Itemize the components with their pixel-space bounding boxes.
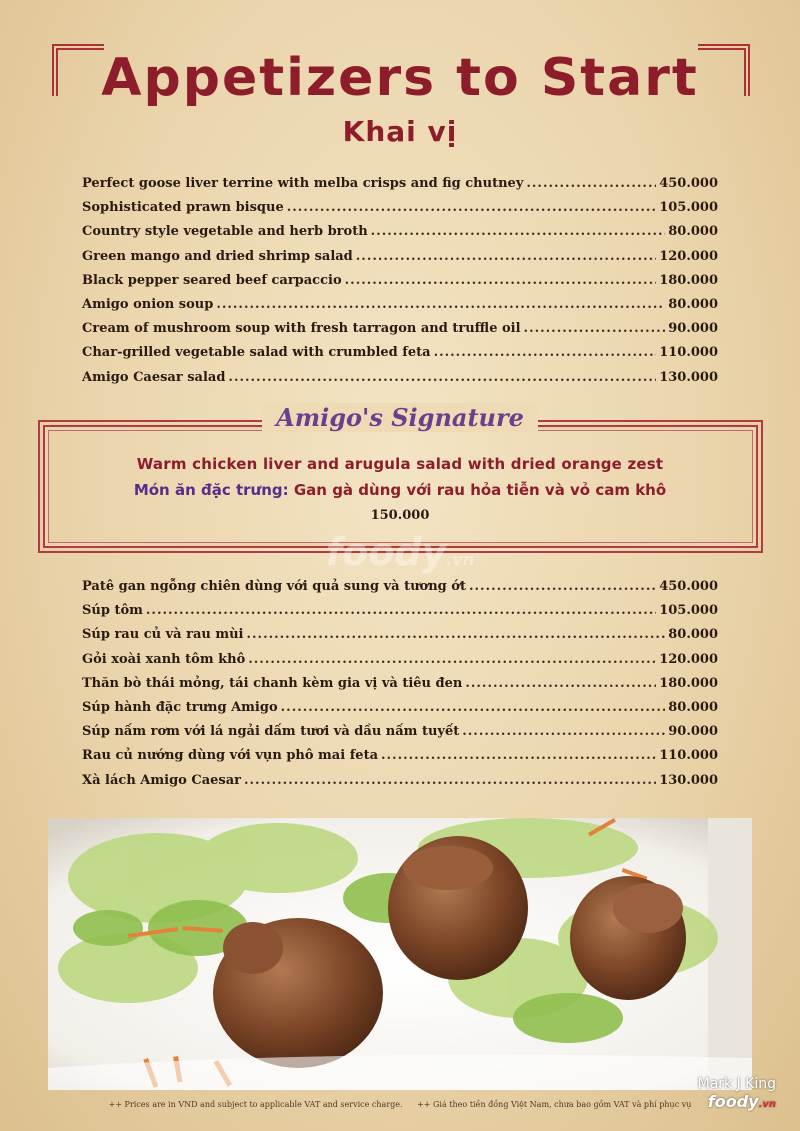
leader-dots: [244, 773, 656, 788]
menu-item-name: Súp nấm rơm với lá ngải dấm tươi và dầu nấm tuyết: [82, 724, 460, 740]
leader-dots: [228, 370, 656, 385]
menu-item-price: 110.000: [659, 345, 718, 361]
menu-item: [82, 249, 718, 273]
menu-item-price: 80.000: [668, 296, 718, 312]
watermark-brand: foody: [325, 530, 447, 574]
signature-dish-label: Món ăn đặc trưng:: [133, 481, 289, 499]
watermark-logo-suffix: .vn: [758, 1099, 776, 1110]
menu-item-name: Green mango and dried shrimp salad: [82, 248, 353, 264]
menu-item-price: 90.000: [668, 724, 718, 740]
leader-dots: [465, 676, 656, 691]
menu-item: [82, 652, 718, 676]
menu-item-name: Amigo Caesar salad: [82, 369, 226, 385]
leader-dots: [146, 603, 656, 618]
signature-title-text: Amigo's Signature: [262, 403, 538, 432]
footnote-english: ++ Prices are in VND and subject to applicable VAT and service charge.: [108, 1100, 403, 1109]
signature-title: [0, 403, 800, 432]
menu-item-price: 450.000: [659, 579, 718, 594]
menu-item-name: Xà lách Amigo Caesar: [82, 772, 241, 788]
menu-item: [82, 748, 718, 772]
menu-item-price: 180.000: [659, 675, 718, 691]
foody-logo-icon: [698, 1092, 776, 1111]
menu-item-name: Country style vegetable and herb broth: [82, 224, 368, 240]
leader-dots: [247, 627, 666, 642]
menu-item-name: Rau củ nướng dùng với vụn phô mai feta: [82, 748, 378, 764]
leader-dots: [356, 249, 656, 264]
menu-item: [82, 603, 718, 627]
signature-dish-english: Warm chicken liver and arugula salad with dried orange zest: [136, 455, 664, 473]
menu-item: [82, 321, 718, 345]
menu-item-price: 130.000: [659, 772, 718, 788]
leader-dots: [287, 200, 656, 215]
menu-item: [82, 297, 718, 321]
page-subtitle: Khai vị: [342, 115, 458, 148]
leader-dots: [462, 724, 665, 739]
food-photo-illustration: [48, 818, 752, 1090]
menu-item-name: Sophisticated prawn bisque: [82, 200, 284, 216]
menu-item: [82, 579, 718, 603]
menu-item-price: 120.000: [659, 248, 718, 264]
leader-dots: [469, 579, 656, 594]
menu-list-english: [82, 176, 718, 394]
watermark-username: Mark J King: [697, 1076, 776, 1092]
menu-item-price: 80.000: [668, 699, 718, 715]
price-footnote: [0, 1100, 800, 1109]
leader-dots: [526, 176, 656, 191]
menu-item: [82, 370, 718, 394]
watermark-brand-suffix: .vn: [446, 550, 475, 569]
menu-item: [82, 224, 718, 248]
signature-dish-vietnamese: [0, 481, 800, 499]
menu-item-name: Súp rau củ và rau mùi: [82, 627, 244, 643]
page-title: Appetizers to Start: [101, 48, 699, 108]
menu-item-name: Black pepper seared beef carpaccio: [82, 272, 342, 288]
menu-item-name: Gỏi xoài xanh tôm khô: [82, 651, 246, 667]
menu-item-price: 180.000: [659, 272, 718, 288]
leader-dots: [248, 652, 656, 667]
signature-dish-vi-name: Gan gà dùng với rau hỏa tiễn và vỏ cam khô: [293, 481, 667, 499]
menu-item-price: 80.000: [668, 224, 718, 240]
menu-item: [82, 676, 718, 700]
menu-item-price: 80.000: [668, 627, 718, 643]
footnote-vietnamese: ++ Giá theo tiền đồng Việt Nam, chưa bao gồm VAT và phí phục vụ: [417, 1100, 692, 1109]
menu-item: [82, 273, 718, 297]
menu-item-price: 120.000: [659, 651, 718, 667]
menu-item-name: Amigo onion soup: [82, 296, 214, 312]
menu-item-name: Patê gan ngỗng chiên dùng với quả sung và tương ớt: [82, 579, 466, 594]
menu-item-name: Cream of mushroom soup with fresh tarragon and truffle oil: [82, 321, 521, 337]
menu-item: [82, 700, 718, 724]
menu-item-price: 130.000: [659, 369, 718, 385]
leader-dots: [381, 748, 656, 763]
food-photo: [48, 818, 752, 1090]
menu-item: [82, 773, 718, 797]
signature-price: 150.000: [370, 508, 430, 523]
menu-item: [82, 200, 718, 224]
menu-item-name: Súp hành đặc trưng Amigo: [82, 699, 278, 715]
leader-dots: [371, 224, 666, 239]
menu-item-price: 110.000: [659, 748, 718, 764]
leader-dots: [216, 297, 665, 312]
menu-list-vietnamese: [82, 579, 718, 797]
foody-watermark-corner: [698, 1076, 776, 1111]
menu-item-name: Perfect goose liver terrine with melba crisps and fig chutney: [82, 176, 524, 191]
menu-item: [82, 345, 718, 369]
watermark-logo-text: foody: [707, 1092, 759, 1111]
menu-item-price: 90.000: [668, 321, 718, 337]
menu-item-price: 105.000: [659, 200, 718, 216]
menu-item-price: 450.000: [659, 176, 718, 191]
leader-dots: [281, 700, 666, 715]
menu-item-name: Thăn bò thái mỏng, tái chanh kèm gia vị và tiêu đen: [82, 675, 463, 691]
menu-item: [82, 176, 718, 200]
menu-item-price: 105.000: [659, 603, 718, 619]
leader-dots: [345, 273, 657, 288]
leader-dots: [434, 345, 657, 360]
leader-dots: [524, 321, 666, 336]
menu-item-name: Char-grilled vegetable salad with crumbled feta: [82, 345, 431, 361]
menu-item: [82, 627, 718, 651]
menu-item: [82, 724, 718, 748]
menu-item-name: Súp tôm: [82, 603, 143, 619]
